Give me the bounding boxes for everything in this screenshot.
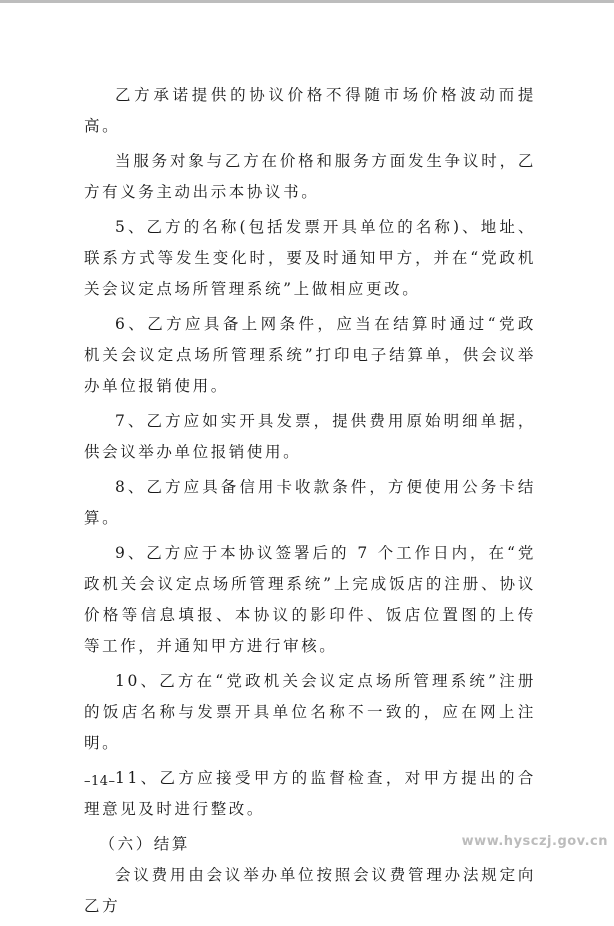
paragraph-dispute: 当服务对象与乙方在价格和服务方面发生争议时，乙方有义务主动出示本协议书。 bbox=[84, 152, 536, 201]
paragraph-item-5: 5、乙方的名称(包括发票开具单位的名称)、地址、联系方式等发生变化时，要及时通知甲方，并在“党政机关会议定点场所管理系统”上做相应更改。 bbox=[84, 218, 536, 298]
paragraph-item-8: 8、乙方应具备信用卡收款条件，方便使用公务卡结算。 bbox=[84, 478, 536, 527]
document-page bbox=[84, 80, 536, 926]
paragraph-settlement: 会议费用由会议举办单位按照会议费管理办法规定向乙方 bbox=[84, 866, 536, 915]
paragraph-item-7: 7、乙方应如实开具发票，提供费用原始明细单据，供会议举办单位报销使用。 bbox=[84, 412, 536, 461]
watermark-url: www.hysczj.gov.cn bbox=[461, 834, 608, 849]
paragraph-item-9: 9、乙方应于本协议签署后的 7 个工作日内，在“党政机关会议定点场所管理系统”上完成饭店的注册、协议价格等信息填报、本协议的影印件、饭店位置图的上传等工作，并通知甲方进行审核。 bbox=[84, 544, 536, 655]
section-heading-settlement: （六）结算 bbox=[99, 835, 191, 853]
top-border-line bbox=[0, 0, 614, 3]
paragraph-price-commitment: 乙方承诺提供的协议价格不得随市场价格波动而提高。 bbox=[84, 86, 536, 135]
paragraph-item-6: 6、乙方应具备上网条件，应当在结算时通过“党政机关会议定点场所管理系统”打印电子结算单，供会议举办单位报销使用。 bbox=[84, 315, 536, 395]
paragraph-item-10: 10、乙方在“党政机关会议定点场所管理系统”注册的饭店名称与发票开具单位名称不一致的，应在网上注明。 bbox=[84, 672, 536, 752]
page-number: –14– bbox=[84, 774, 116, 789]
paragraph-item-11: 11、乙方应接受甲方的监督检查，对甲方提出的合理意见及时进行整改。 bbox=[84, 769, 536, 818]
